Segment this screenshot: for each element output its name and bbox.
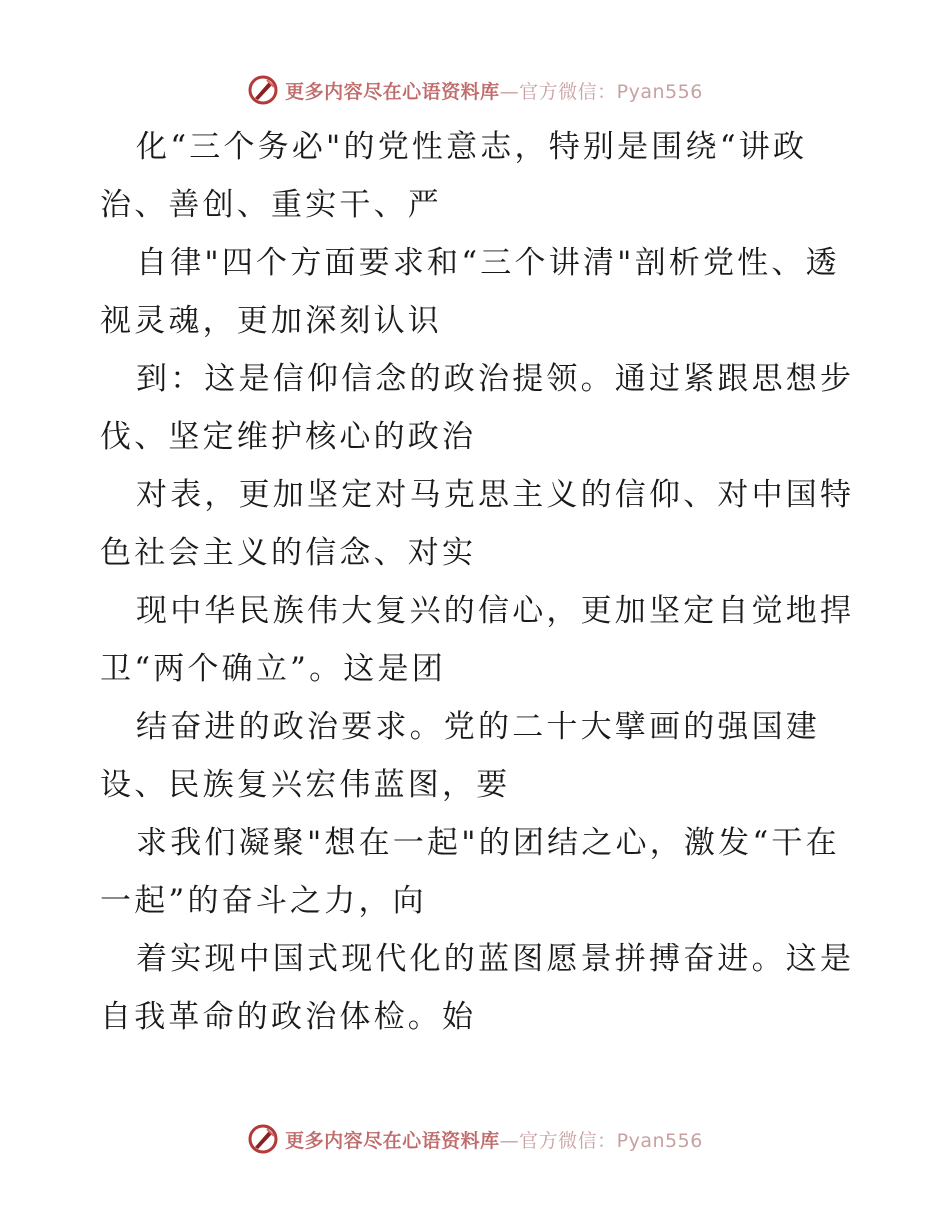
text-line: 求我们凝聚"想在一起"的团结之心，激发“干在 (136, 825, 840, 861)
text-line: 对表，更加坚定对马克思主义的信仰、对中国特 (136, 477, 855, 513)
watermark-text: 更多内容尽在心语资料库—官方微信：Pyan556 (285, 80, 703, 103)
text-line: 治、善创、重实干、严 (100, 187, 442, 223)
text-line: 色社会主义的信念、对实 (100, 535, 477, 571)
quill-logo-icon (247, 1123, 279, 1155)
text-line: 一起”的奋斗之力，向 (100, 883, 427, 919)
text-line: 着实现中国式现代化的蓝图愿景拼搏奋进。这是 (136, 941, 855, 977)
text-line: 卫“两个确立”。这是团 (100, 651, 446, 687)
text-line: 化“三个务必"的党性意志，特别是围绕“讲政 (136, 129, 808, 165)
text-line: 结奋进的政治要求。党的二十大擘画的强国建 (136, 709, 820, 745)
text-line: 伐、坚定维护核心的政治 (100, 419, 477, 455)
text-line: 视灵魂，更加深刻认识 (100, 303, 442, 339)
footer-watermark (0, 1121, 950, 1157)
text-line: 自我革命的政治体检。始 (100, 999, 477, 1035)
document-body (100, 118, 860, 1046)
text-line: 设、民族复兴宏伟蓝图，要 (100, 767, 511, 803)
watermark-text: 更多内容尽在心语资料库—官方微信：Pyan556 (285, 1129, 703, 1152)
text-line: 到：这是信仰信念的政治提领。通过紧跟思想步 (136, 361, 855, 397)
header-watermark (0, 72, 950, 108)
text-line: 自律"四个方面要求和“三个讲清"剖析党性、透 (136, 245, 840, 281)
quill-logo-icon (247, 74, 279, 106)
text-line: 现中华民族伟大复兴的信心，更加坚定自觉地捍 (136, 593, 855, 629)
